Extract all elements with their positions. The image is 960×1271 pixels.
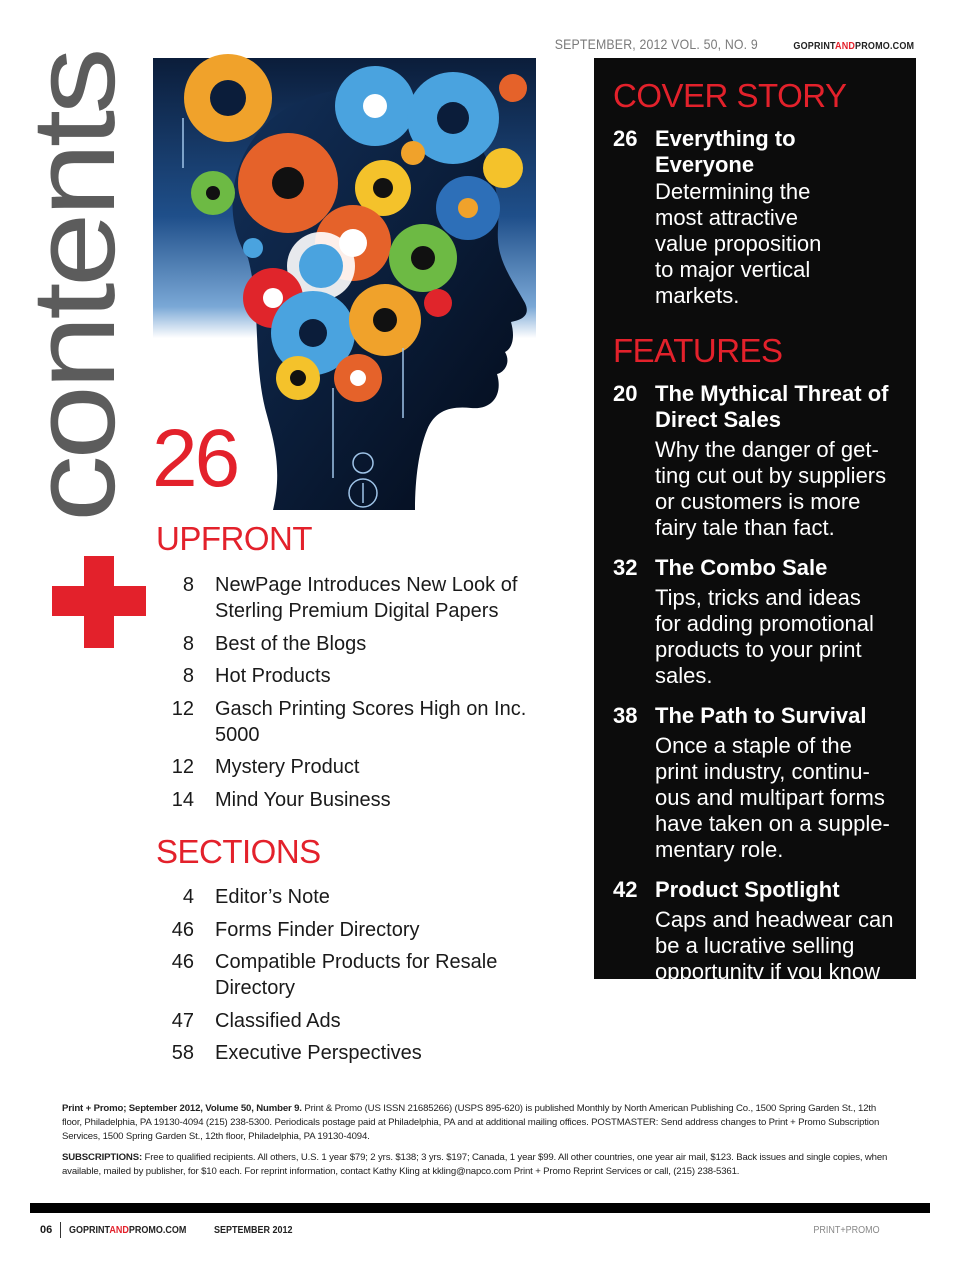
contents-word: contents [8, 107, 140, 522]
footer-date: SEPTEMBER 2012 [213, 1224, 293, 1236]
footer-brand: PRINT+PROMO [813, 1224, 880, 1236]
footer-divider [60, 1222, 61, 1238]
footer-url[interactable]: GOPRINTANDPROMO.COM [69, 1224, 187, 1236]
feature-item[interactable]: 42 Product Spotlight Caps and headwear can be a lucrative selling opportunity if you know the latest trends. [613, 877, 894, 1010]
features-heading: FEATURES [613, 332, 783, 369]
footer-rule [30, 1203, 930, 1213]
site-url[interactable]: GOPRINTANDPROMO.COM [793, 41, 914, 52]
list-item[interactable]: 58 Executive Perspectives [171, 1042, 422, 1064]
feature-item[interactable]: 20 The Mythical Threat of Direct Sales Why the danger of get-ting cut out by suppliers or customers is more fairy tale than fact. [613, 381, 889, 540]
publication-info [62, 1102, 898, 1186]
sections-list [150, 884, 550, 1073]
list-item[interactable]: 46 Forms Finder Directory [171, 918, 420, 941]
page-number: 06 [40, 1224, 53, 1236]
list-item[interactable]: 12 Mystery Product [171, 756, 360, 778]
publication-statement: Print + Promo; September 2012, Volume 50, Number 9. Print & Promo (US ISSN 21685266) (USPS 895-620) is published Monthly by North American Publishing Co., 1500 Spring Garden St., 12th floor, Philadelphia, PA 19130-4094 (215) 238-5300. Periodicals postage paid at Philadelphia, PA and at additional mailing offices. POSTMASTER: Send address changes to Print + Promo Subscription Services, 1500 Spring Garden St., 12th floor, Philadelphia, PA 19130-4094. [62, 1103, 880, 1142]
vertical-contents-title [8, 52, 140, 522]
issue-header [527, 36, 914, 52]
cover-page-number: 26 [152, 413, 238, 504]
upfront-list [150, 572, 550, 819]
upfront-heading: UPFRONT [156, 520, 312, 557]
list-item[interactable]: 8 NewPage Introduces New Look of Sterling Premium Digital Papers [182, 574, 518, 622]
page-footer [40, 1222, 890, 1238]
features-panel [594, 58, 916, 1010]
feature-item[interactable]: 32 The Combo Sale Tips, tricks and ideas for adding promotional products to your print sales. [613, 555, 874, 688]
list-item[interactable]: 47 Classified Ads [171, 1009, 341, 1032]
sections-heading: SECTIONS [156, 833, 321, 870]
list-item[interactable]: 46 Compatible Products for Resale Directory [171, 951, 498, 999]
list-item[interactable]: 12 Gasch Printing Scores High on Inc. 5000 [171, 697, 527, 746]
list-item[interactable]: 4 Editor’s Note [182, 886, 330, 908]
cover-story-item[interactable]: 26 Everything to Everyone Determining the most attractive value proposition to major vertical markets. [613, 126, 822, 308]
list-item[interactable]: 14 Mind Your Business [171, 788, 391, 811]
list-item[interactable]: 8 Best of the Blogs [182, 632, 367, 655]
plus-logo [52, 556, 146, 648]
issue-info: SEPTEMBER, 2012 VOL. 50, NO. 9 [554, 36, 758, 52]
subscription-info: SUBSCRIPTIONS: Free to qualified recipients. All others, U.S. 1 year $79; 2 yrs. $138; 3 yrs. $197; Canada, 1 year $99. All other countries, one year air mail, $123. Back issues and single copies, when available, mailed by publisher, for $10 each. For reprint information, contact Kathy Kling at kkling@napco.com Print + Promo Reprint Services or call, (215) 238-5361. [62, 1152, 888, 1177]
cover-story-heading: COVER STORY [613, 77, 847, 114]
list-item[interactable]: 8 Hot Products [182, 665, 331, 687]
feature-item[interactable]: 38 The Path to Survival Once a staple of the print industry, continu-ous and multipart forms have taken on a supple-mentary role. [613, 703, 890, 862]
